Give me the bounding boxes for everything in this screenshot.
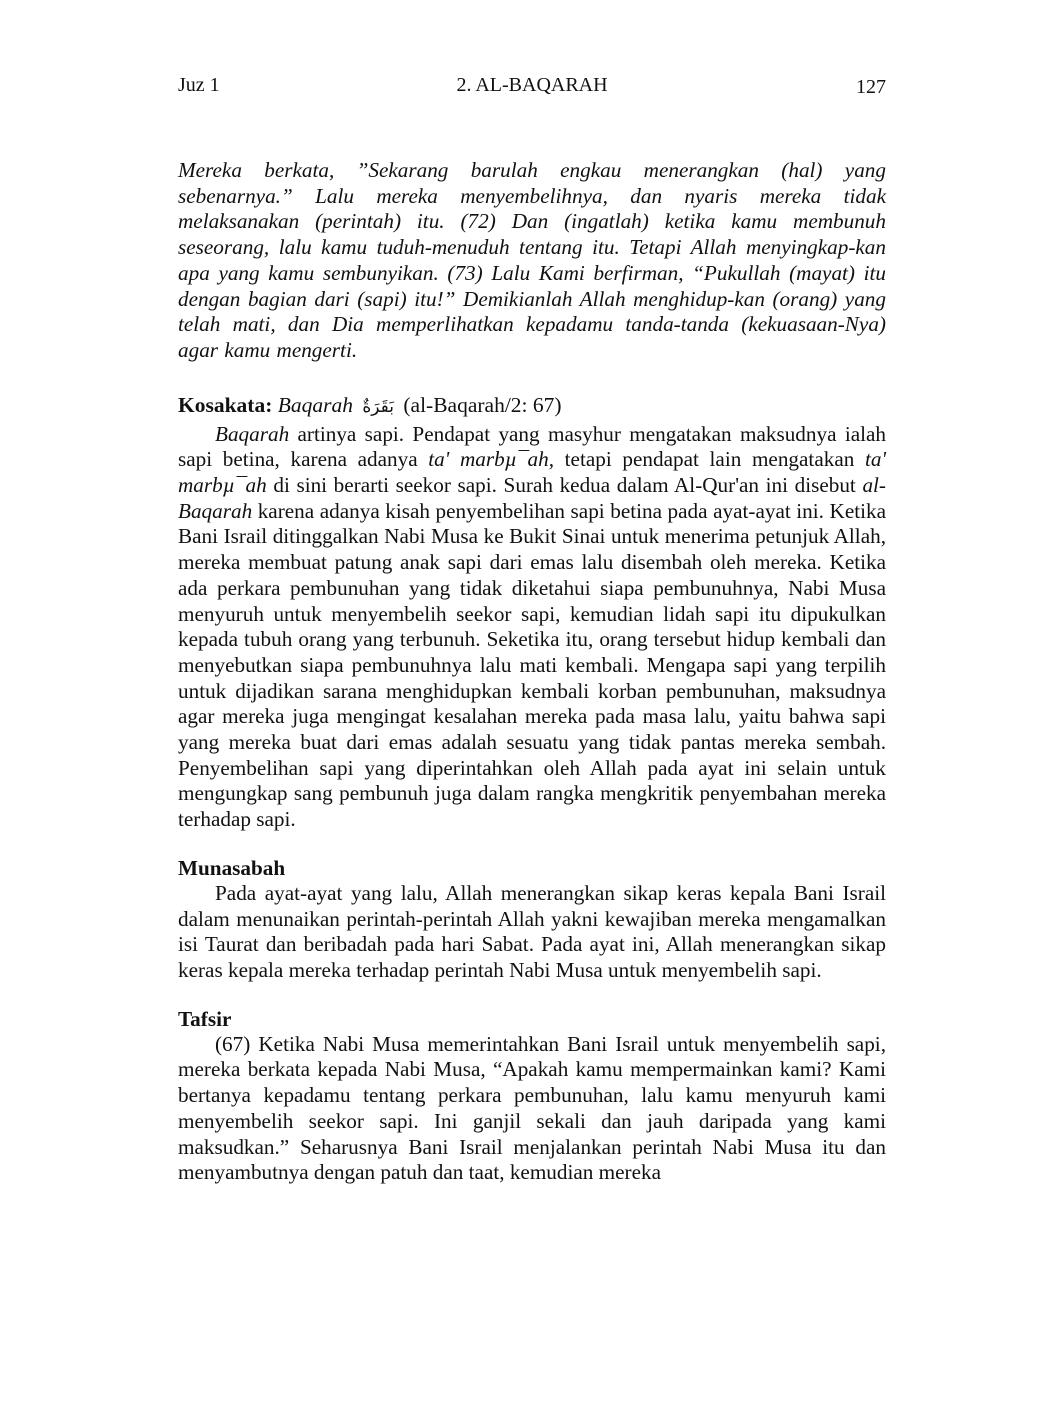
kosakata-reference: (al-Baqarah/2: 67) bbox=[403, 392, 562, 417]
kosakata-text-2: tetapi pendapat lain mengatakan bbox=[554, 447, 865, 472]
kosakata-ta-marbuah-2: ta' marbµ¯ah bbox=[178, 447, 886, 498]
kosakata-text-3: di sini berarti seekor sapi. Surah kedua dalam Al-Qur'an ini disebut bbox=[266, 473, 863, 498]
kosakata-arabic-word: بَقَرَةٌ bbox=[362, 396, 394, 417]
kosakata-paragraph bbox=[178, 422, 886, 833]
kosakata-heading bbox=[178, 390, 886, 422]
surah-title: 2. AL-BAQARAH bbox=[456, 74, 608, 96]
tafsir-heading: Tafsir bbox=[178, 1006, 232, 1031]
tafsir-paragraph: (67) Ketika Nabi Musa memerintahkan Bani Israil untuk menyembelih sapi, mereka berkata kepada Nabi Musa, “Apakah kamu mempermainkan kami? Kami bertanya kepadamu tentang perkara pembunuhan, lalu kamu menyuruh kami menyembelih seekor sapi. Ini ganjil sekali dan jauh daripada yang kami maksudkan.” Seharusnya Bani Israil menjalankan perintah Nabi Musa itu dan menyambutnya dengan patuh dan taat, kemudian mereka bbox=[178, 1031, 886, 1185]
kosakata-term: Baqarah bbox=[277, 392, 353, 417]
page-number: 127 bbox=[856, 76, 886, 98]
running-header bbox=[178, 70, 886, 102]
munasabah-paragraph: Pada ayat-ayat yang lalu, Allah menerangkan sikap keras kepala Bani Israil dalam menunaikan perintah-perintah Allah yakni kewajiban mereka mengamalkan isi Taurat dan beribadah pada hari Sabat. Pada ayat ini, Allah menerangkan sikap keras kepala mereka terhadap perintah Nabi Musa untuk menyembelih sapi. bbox=[178, 880, 886, 982]
kosakata-text-1: artinya sapi. Pendapat yang masyhur mengatakan maksudnya ialah sapi betina, karena adanya bbox=[178, 421, 886, 472]
kosakata-text-4: karena adanya kisah penyembelihan sapi betina pada ayat-ayat ini. Ketika Bani Israil ditinggalkan Nabi Musa ke Bukit Sinai untuk menerima petunjuk Allah, mereka membuat patung anak sapi dari emas lalu disembah oleh mereka. Ketika ada perkara pembunuhan yang tidak diketahui siapa pembunuhnya, Nabi Musa menyuruh untuk menyembelih seekor sapi, kemudian lidah sapi itu dipukulkan kepada tubuh orang yang terbunuh. Seketika itu, orang tersebut hidup kembali dan menyebutkan siapa pembunuhnya lalu mati kembali. Mengapa sapi yang terpilih untuk dijadikan sarana menghidupkan kembali korban pembunuhan, maksudnya agar mereka juga mengingat kesalahan mereka pada masa lalu, yaitu bahwa sapi yang mereka buat dari emas adalah sesuatu yang tidak pantas mereka sembah. Penyembelihan sapi yang diperintahkan oleh Allah pada ayat ini selain untuk mengungkap sang pembunuh juga dalam rangka mengkritik penyembahan mereka terhadap sapi. bbox=[178, 498, 886, 832]
munasabah-heading: Munasabah bbox=[178, 855, 286, 880]
kosakata-al-baqarah: al-Baqarah bbox=[178, 473, 886, 523]
kosakata-label: Kosakata: bbox=[178, 392, 273, 417]
kosakata-paragraph-term: Baqarah bbox=[215, 421, 290, 446]
page-content bbox=[178, 158, 886, 1186]
kosakata-ta-marbuah-1: ta' marbµ¯ah, bbox=[428, 447, 554, 472]
juz-label: Juz 1 bbox=[178, 74, 220, 96]
verse-translation: Mereka berkata, ”Sekarang barulah engkau menerangkan (hal) yang sebenarnya.” Lalu mereka menyembelihnya, dan nyaris mereka tidak melaksanakan (perintah) itu. (72) Dan (ingatlah) ketika kamu membunuh seseorang, lalu kamu tuduh-menuduh tentang itu. Tetapi Allah menyingkap-kan apa yang kamu sembunyikan. (73) Lalu Kami berfirman, “Pukullah (mayat) itu dengan bagian dari (sapi) itu!” Demikianlah Allah menghidup-kan (orang) yang telah mati, dan Dia memperlihatkan kepadamu tanda-tanda (kekuasaan-Nya) agar kamu mengerti. bbox=[178, 158, 886, 362]
